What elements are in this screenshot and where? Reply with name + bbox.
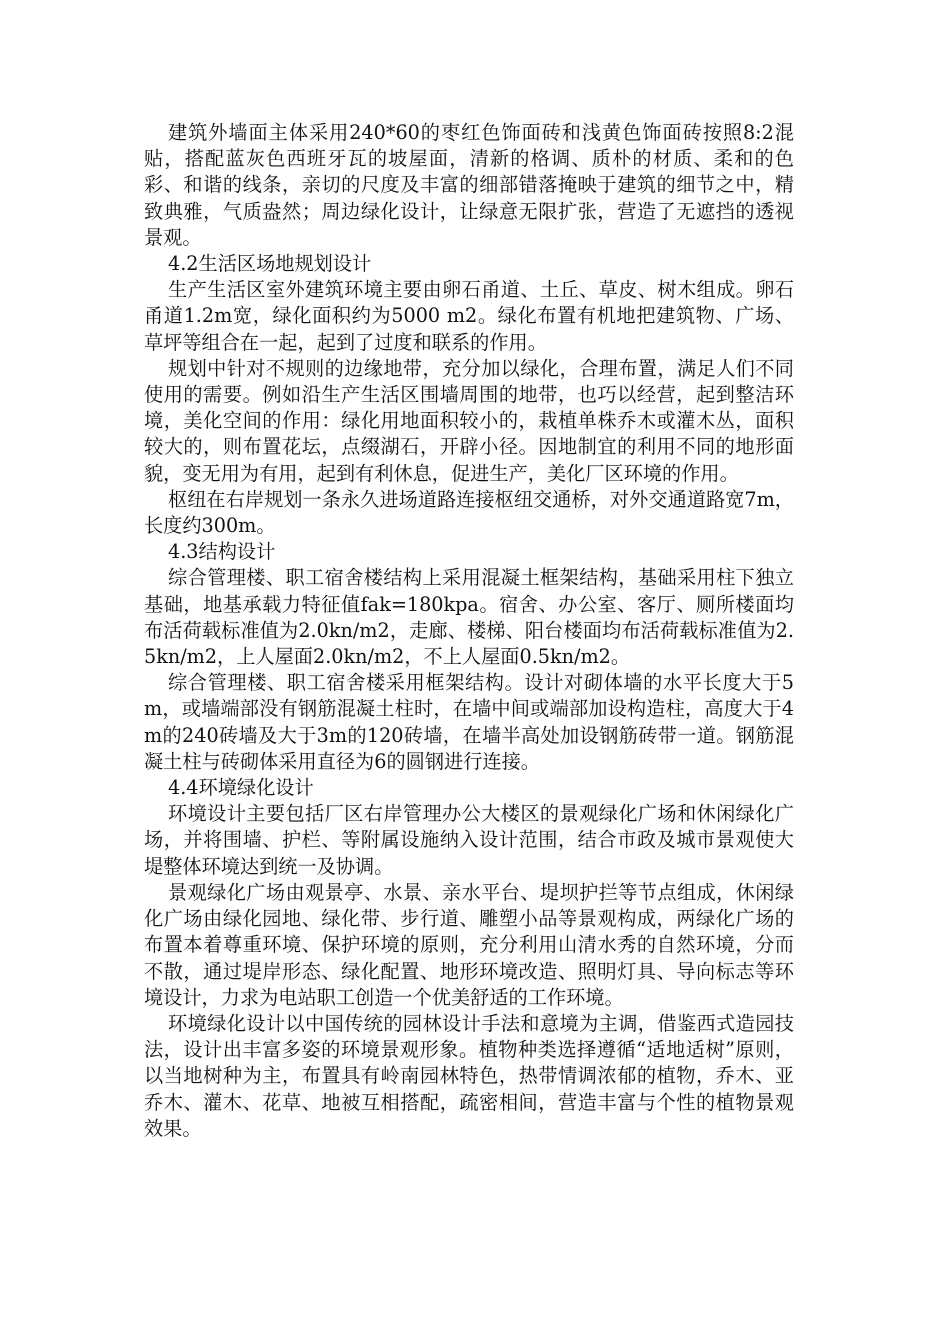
section-heading-4-3: 4.3结构设计 (168, 540, 276, 564)
paragraph-access-road: 枢纽在右岸规划一条永久进场道路连接枢纽交通桥，对外交通道路宽7m，长度约300m。 (144, 487, 794, 538)
section-heading-4-4: 4.4环境绿化设计 (168, 776, 314, 800)
paragraph-outdoor-environment: 生产生活区室外建筑环境主要由卵石甬道、土丘、草皮、树木组成。卵石甬道1.2m宽，绿化面积约为5000 m2。绿化布置有机地把建筑物、广场、草坪等组合在一起，起到了过度和联系的作用。 (144, 278, 794, 354)
paragraph-garden-design: 环境绿化设计以中国传统的园林设计手法和意境为主调，借鉴西式造园技法，设计出丰富多姿的环境景观形象。植物种类选择遵循“适地适树”原则，以当地树种为主，布置具有岭南园林特色，热带情调浓郁的植物，乔木、亚乔木、灌木、花草、地被互相搭配，疏密相间，营造丰富与个性的植物景观效果。 (144, 1011, 794, 1140)
section-heading-4-2: 4.2生活区场地规划设计 (168, 252, 372, 276)
paragraph-facade: 建筑外墙面主体采用240*60的枣红色饰面砖和浅黄色饰面砖按照8:2混贴，搭配蓝灰色西班牙瓦的坡屋面，清新的格调、质朴的材质、柔和的色彩、和谐的线条，亲切的尺度及丰富的细部错落掩映于建筑的细节之中，精致典雅，气质盎然；周边绿化设计，让绿意无限扩张，营造了无遮挡的透视景观。 (144, 121, 794, 249)
paragraph-structure-loads: 综合管理楼、职工宿舍楼结构上采用混凝土框架结构，基础采用柱下独立基础，地基承载力特征值fak=180kpa。宿舍、办公室、客厅、厕所楼面均布活荷载标准值为2.0kn/m2，走廊、楼梯、阳台楼面均布活荷载标准值为2.5kn/m2，上人屋面2.0kn/m2，不上人屋面0.5kn/m2。 (144, 566, 794, 669)
document-body (144, 120, 794, 1142)
paragraph-landscape-plaza: 景观绿化广场由观景亭、水景、亲水平台、堤坝护拦等节点组成，休闲绿化广场由绿化园地、绿化带、步行道、雕塑小品等景观构成，两绿化广场的布置本着尊重环境、保护环境的原则，充分利用山清水秀的自然环境，分而不散，通过堤岸形态、绿化配置、地形环境改造、照明灯具、导向标志等环境设计，力求为电站职工创造一个优美舒适的工作环境。 (144, 880, 794, 1009)
paragraph-edge-greening: 规划中针对不规则的边缘地带，充分加以绿化，合理布置，满足人们不同使用的需要。例如沿生产生活区围墙周围的地带，也巧以经营，起到整洁环境，美化空间的作用：绿化用地面积较小的，栽植单株乔木或灌木丛，面积较大的，则布置花坛，点缀湖石，开辟小径。因地制宜的利用不同的地形面貌，变无用为有用，起到有利休息，促进生产，美化厂区环境的作用。 (144, 356, 794, 485)
paragraph-environment-scope: 环境设计主要包括厂区右岸管理办公大楼区的景观绿化广场和休闲绿化广场，并将围墙、护栏、等附属设施纳入设计范围，结合市政及城市景观使大堤整体环境达到统一及协调。 (144, 802, 794, 878)
paragraph-frame-structure: 综合管理楼、职工宿舍楼采用框架结构。设计对砌体墙的水平长度大于5m，或墙端部没有钢筋混凝土柱时，在墙中间或端部加设构造柱，高度大于4m的240砖墙及大于3m的120砖墙，在墙半高处加设钢筋砖带一道。钢筋混凝土柱与砖砌体采用直径为6的圆钢进行连接。 (144, 671, 794, 773)
